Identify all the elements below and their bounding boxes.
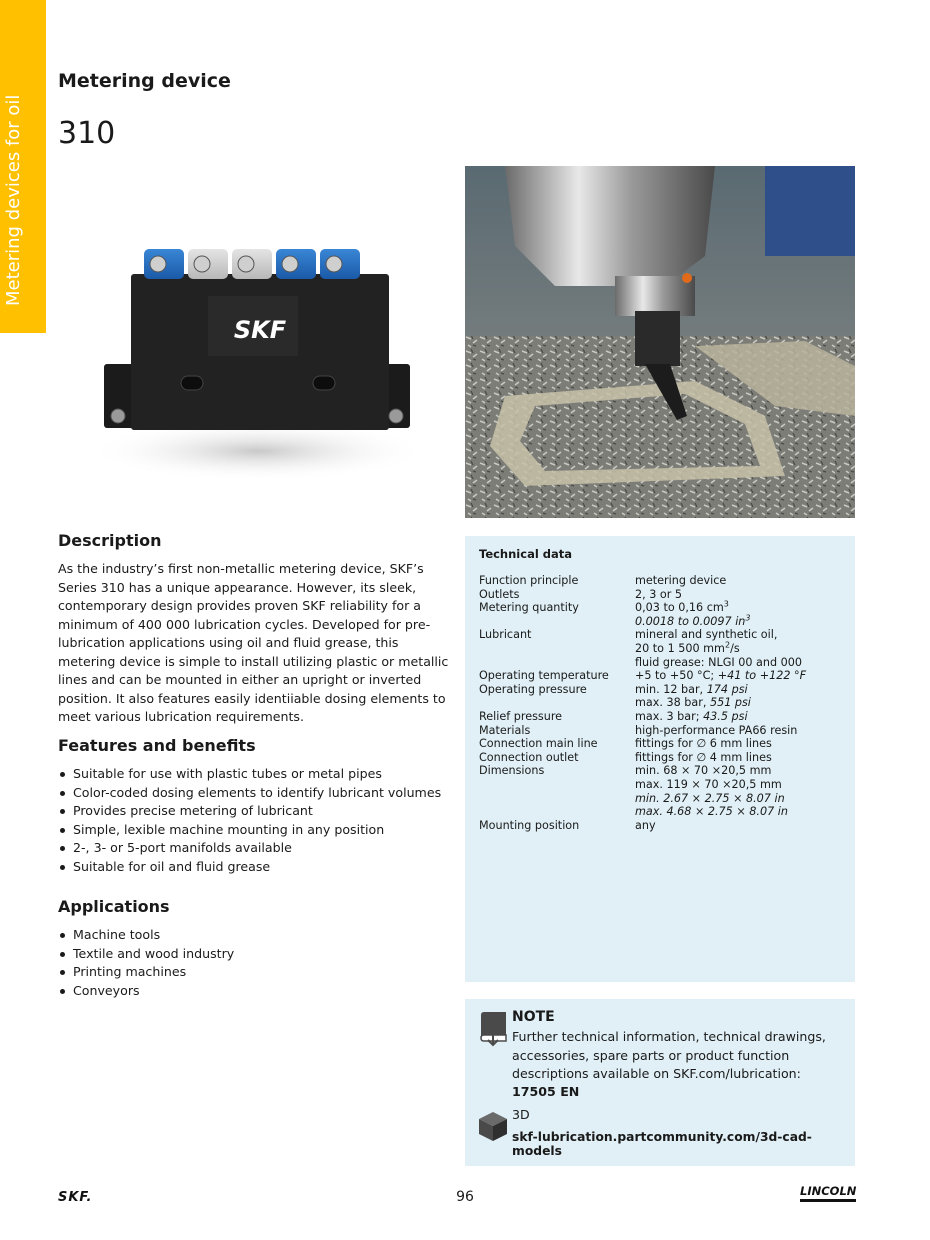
- note-panel: [465, 999, 855, 1166]
- list-item: Textile and wood industry: [58, 945, 453, 964]
- tech-row: [479, 574, 849, 588]
- tech-label: Function principle: [479, 574, 579, 587]
- tech-exponent: 2: [724, 640, 731, 650]
- applications-heading: Applications: [58, 897, 170, 916]
- tech-label: Connection outlet: [479, 750, 579, 764]
- tech-label: Connection main line: [479, 737, 598, 751]
- tech-row: [479, 628, 849, 669]
- note-heading: NOTE: [512, 1009, 555, 1025]
- tech-value-part: mineral and synthetic oil,: [635, 628, 778, 642]
- tech-label: Outlets: [479, 587, 520, 601]
- tech-row: [479, 751, 849, 765]
- tech-label: Dimensions: [479, 764, 545, 778]
- tech-value-part: max. 119 × 70 ×20,5 mm: [635, 777, 782, 791]
- section-side-tab: [0, 0, 46, 333]
- tech-value: 2, 3 or 5: [635, 587, 683, 601]
- tech-value: any: [635, 818, 656, 832]
- tech-value: fittings for ∅ 6 mm lines: [635, 737, 772, 751]
- tech-value-part: max. 3 bar;: [635, 709, 700, 723]
- tech-label: Materials: [479, 723, 531, 737]
- list-item: Suitable for oil and fluid grease: [58, 858, 453, 877]
- page-title: 310: [58, 116, 116, 151]
- tech-value-part: 0.0018 to 0.0097 in: [635, 614, 746, 628]
- list-item: Machine tools: [58, 926, 453, 945]
- note-3d-link[interactable]: skf-lubrication.partcommunity.com/3d-cad-models: [512, 1130, 812, 1158]
- tech-value-part: min. 2.67 × 2.75 × 8.07 in: [635, 791, 785, 805]
- tech-value-part: min. 12 bar,: [635, 682, 704, 696]
- product-logo: SKF: [233, 316, 287, 344]
- list-item: Suitable for use with plastic tubes or metal pipes: [58, 765, 453, 784]
- footer-skf-logo: SKF.: [58, 1190, 93, 1205]
- side-tab-label: Metering devices for oil: [3, 94, 24, 306]
- tech-value-part: /s: [730, 641, 740, 655]
- list-item: 2-, 3- or 5-port manifolds available: [58, 839, 453, 858]
- tech-row: [479, 683, 849, 710]
- tech-value: [635, 764, 849, 818]
- tech-value-part: 0,03 to 0,16 cm: [635, 601, 724, 615]
- features-list: [58, 765, 453, 876]
- tech-exponent: 3: [723, 599, 729, 609]
- tech-value-part: max. 4.68 × 2.75 × 8.07 in: [635, 805, 788, 819]
- tech-value-part: 20 to 1 500 mm: [635, 641, 725, 655]
- tech-value: fittings for ∅ 4 mm lines: [635, 750, 772, 764]
- tech-value-part: +41 to +122 °F: [717, 669, 807, 683]
- tech-row: [479, 710, 849, 724]
- tech-value: high-performance PA66 resin: [635, 723, 798, 737]
- tech-value: [635, 601, 849, 628]
- tech-value: [635, 669, 849, 683]
- product-photo: [58, 166, 458, 516]
- list-item: Provides precise metering of lubricant: [58, 802, 453, 821]
- technical-data-table: [479, 574, 849, 832]
- tech-label: Metering quantity: [479, 601, 579, 615]
- note-doc-number: 17505 EN: [512, 1084, 580, 1099]
- tech-value: metering device: [635, 574, 727, 587]
- tech-row: [479, 724, 849, 738]
- technical-data-panel: [465, 536, 855, 982]
- cube-3d-icon: [477, 1110, 509, 1142]
- description-heading: Description: [58, 531, 162, 550]
- tech-row: [479, 669, 849, 683]
- tech-value: [635, 683, 849, 710]
- note-text: Further technical information, technical drawings, accessories, spare parts or product function descriptions available on SKF.com/lubrication:: [512, 1029, 826, 1081]
- page-number: 96: [456, 1189, 474, 1205]
- tech-value-part: +5 to +50 °C;: [635, 669, 715, 683]
- page-subtitle: Metering device: [58, 70, 231, 92]
- tech-label: Relief pressure: [479, 709, 563, 723]
- tech-row: [479, 764, 849, 818]
- tech-value: [635, 628, 849, 669]
- features-heading: Features and benefits: [58, 736, 256, 755]
- footer-lincoln-logo: LINCOLN: [800, 1185, 856, 1202]
- list-item: Conveyors: [58, 982, 453, 1001]
- tech-exponent: 3: [745, 613, 751, 623]
- tech-label: Operating pressure: [479, 682, 587, 696]
- tech-label: Lubricant: [479, 628, 532, 642]
- list-item: Simple, lexible machine mounting in any position: [58, 821, 453, 840]
- tech-row: [479, 737, 849, 751]
- tech-value-part: max. 38 bar,: [635, 696, 707, 710]
- list-item: Color-coded dosing elements to identify lubricant volumes: [58, 784, 453, 803]
- list-item: Printing machines: [58, 963, 453, 982]
- tech-value-part: fluid grease: NLGI 00 and 000: [635, 655, 803, 669]
- tech-value: [635, 710, 849, 724]
- description-text: As the industry’s first non-metallic metering device, SKF’s Series 310 has a unique appearance. However, its sleek, contemporary design provides proven SKF reliability for a minimum of 400 000 lubrication cycles. Developed for pre-lubrication applications using oil and fluid grease, this metering device is simple to install utilizing plastic or metallic lines and can be mounted in either an upright or inverted position. It also features easily identiiable dosing elements to meet various lubrication requirements.: [58, 561, 449, 724]
- tech-value-part: min. 68 × 70 ×20,5 mm: [635, 764, 772, 778]
- tech-row: [479, 601, 849, 628]
- tech-value-part: 551 psi: [709, 696, 751, 710]
- tech-row: [479, 588, 849, 602]
- tech-row: [479, 819, 849, 833]
- technical-data-title: Technical data: [479, 547, 573, 561]
- applications-list: [58, 926, 453, 1000]
- note-3d-label: 3D: [512, 1107, 530, 1122]
- tech-label: Operating temperature: [479, 669, 609, 683]
- tech-value-part: 174 psi: [706, 682, 748, 696]
- tech-label: Mounting position: [479, 818, 580, 832]
- tech-value-part: 43.5 psi: [703, 709, 748, 723]
- machine-photo: [465, 166, 855, 518]
- document-download-icon: [477, 1011, 509, 1047]
